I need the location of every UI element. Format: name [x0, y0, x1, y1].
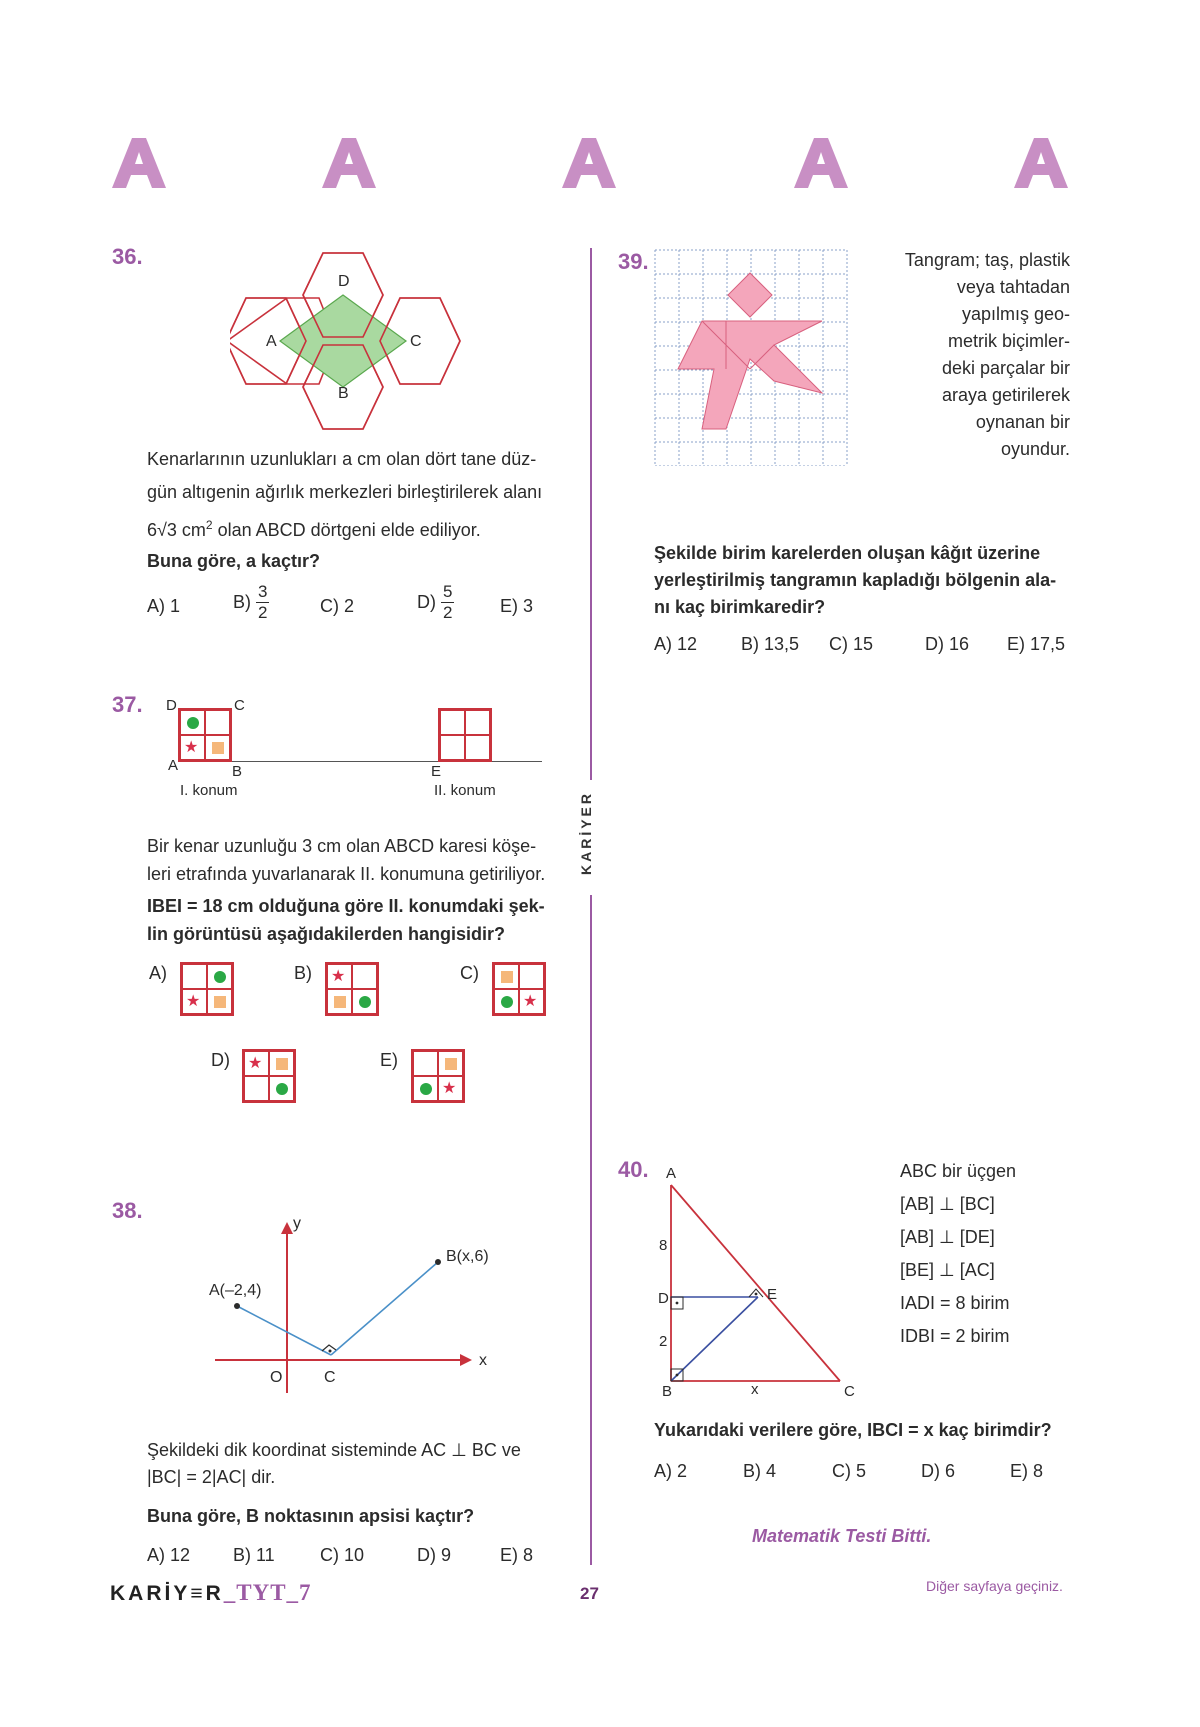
star-icon: ★ [184, 739, 199, 756]
q39-option-a[interactable]: A) 12 [654, 634, 698, 654]
q38-question: Buna göre, B noktasının apsisi kaçtır? [147, 1506, 475, 1526]
q37-option-c-figure[interactable] [492, 962, 546, 1016]
q40-given-list [900, 1155, 1016, 1353]
next-page-notice: Diğer sayfaya geçiniz. [926, 1578, 1063, 1594]
column-divider [590, 248, 592, 780]
orange-square-icon [501, 971, 513, 983]
q39-side-line: oynanan bir [975, 412, 1070, 432]
label-position-2: II. konum [434, 782, 496, 799]
q37-option-b-figure[interactable] [325, 962, 379, 1016]
q37-question-line2: lin görüntüsü aşağıdakilerden hangisidir? [147, 924, 506, 944]
q37-question-line1: IBEI = 18 cm olduğuna göre II. konumdaki şek- [147, 896, 545, 916]
q39-question-line2: yerleştirilmiş tangramın kapladığı bölgenin ala- [654, 570, 1057, 590]
orange-square-icon [276, 1058, 288, 1070]
q40-option-e[interactable]: E) 8 [1010, 1461, 1044, 1481]
green-circle-icon [276, 1083, 288, 1095]
axis-label-x: x [479, 1352, 487, 1369]
q38-option-e[interactable]: E) 8 [500, 1545, 534, 1565]
label-e: E [767, 1286, 778, 1303]
q40-option-d[interactable]: D) 6 [921, 1461, 956, 1481]
header-letter-a [554, 130, 624, 200]
q37-text-line2: leri etrafında yuvarlanarak II. konumuna getiriliyor. [147, 864, 546, 884]
label-c: C [324, 1369, 336, 1386]
q39-side-text [890, 247, 1070, 463]
q38-option-a[interactable]: A) 12 [147, 1545, 191, 1565]
q36-text-line3: 6√3 $cm^2$ olan ABCD dörtgeni elde ediliyor. [147, 518, 481, 540]
header-letter-a [104, 130, 174, 200]
ground-line [232, 761, 542, 762]
label-point-a: A(–2,4) [209, 1282, 262, 1299]
q37-option-e[interactable]: E) [380, 1050, 398, 1070]
header-letter-a [786, 130, 856, 200]
triangle-figure [650, 1158, 870, 1398]
q37-option-b[interactable]: B) [294, 963, 312, 983]
orange-square-icon [334, 996, 346, 1008]
q39-side-line: oyundur. [1000, 439, 1070, 459]
q39-option-b[interactable]: B) 13,5 [741, 634, 800, 654]
q36-option-c[interactable]: C) 2 [320, 596, 355, 616]
q36-text-line1: Kenarlarının uzunlukları a cm olan dört tane düz- [147, 449, 537, 469]
question-number-36: 36. [112, 244, 143, 269]
square-position-2 [438, 708, 492, 762]
q38-option-c[interactable]: C) 10 [320, 1545, 365, 1565]
hexagon-figure [230, 248, 480, 433]
q38-option-b[interactable]: B) 11 [233, 1545, 275, 1565]
label-c: C [844, 1383, 855, 1398]
q37-option-d[interactable]: D) [211, 1050, 230, 1070]
label-length-2: 2 [659, 1333, 668, 1350]
square-position-1 [178, 708, 232, 762]
question-number-38: 38. [112, 1198, 143, 1223]
green-circle-icon [501, 996, 513, 1008]
q37-option-a[interactable]: A) [149, 963, 167, 983]
q40-given-item: ABC bir üçgen [900, 1161, 1017, 1181]
label-a: A [168, 757, 179, 774]
q36-question: Buna göre, a kaçtır? [147, 551, 321, 571]
star-icon: ★ [186, 993, 201, 1010]
q40-option-b[interactable]: B) 4 [743, 1461, 777, 1481]
q38-option-d[interactable]: D) 9 [417, 1545, 452, 1565]
label-c: C [410, 333, 422, 350]
q37-text-line1: Bir kenar uzunluğu 3 cm olan ABCD karesi köşe- [147, 836, 537, 856]
q36-option-d[interactable]: D) $\frac{5}{2}$ [417, 582, 453, 622]
star-icon: ★ [523, 993, 538, 1010]
label-a: A [266, 333, 277, 350]
orange-square-icon [445, 1058, 457, 1070]
orange-square-icon [214, 996, 226, 1008]
label-point-b: B(x,6) [446, 1248, 489, 1265]
label-d: D [658, 1290, 669, 1307]
question-number-40: 40. [618, 1157, 649, 1182]
q40-option-a[interactable]: A) 2 [654, 1461, 688, 1481]
q36-option-a[interactable]: A) 1 [147, 596, 181, 616]
label-b: B [232, 763, 243, 780]
green-circle-icon [359, 996, 371, 1008]
q36-option-e[interactable]: E) 3 [500, 596, 534, 616]
q39-side-line: deki parçalar bir [941, 358, 1070, 378]
star-icon: ★ [248, 1055, 263, 1072]
q39-question-line3: nı kaç birimkaredir? [654, 597, 826, 617]
q40-question: Yukarıdaki verilere göre, IBCI = x kaç birimdir? [654, 1420, 1052, 1440]
label-length-x: x [751, 1381, 759, 1398]
column-divider [590, 895, 592, 1565]
q38-text-line1: Şekildeki dik koordinat sisteminde AC ⊥ BC ve [147, 1440, 521, 1460]
green-circle-icon [214, 971, 226, 983]
label-position-1: I. konum [180, 782, 238, 799]
q39-question-line1: Şekilde birim karelerden oluşan kâğıt üzerine [654, 543, 1041, 563]
label-a: A [666, 1165, 677, 1182]
q39-side-line: Tangram; taş, plastik [904, 250, 1070, 270]
label-b: B [338, 385, 349, 402]
q40-given-item: [AB] ⊥ [BC] [900, 1194, 995, 1214]
header-letter-a [1006, 130, 1076, 200]
star-icon: ★ [331, 968, 346, 985]
page-number: 27 [580, 1584, 599, 1603]
q39-side-line: araya getirilerek [941, 385, 1070, 405]
question-number-39: 39. [618, 249, 649, 274]
q40-given-item: IADI = 8 birim [900, 1293, 1010, 1313]
q40-given-item: [AB] ⊥ [DE] [900, 1227, 995, 1247]
header-letter-a [314, 130, 384, 200]
q39-side-line: yapılmış geo- [961, 304, 1070, 324]
label-c: C [234, 697, 245, 714]
coordinate-figure [200, 1208, 500, 1398]
label-d: D [166, 697, 177, 714]
q37-option-a-figure[interactable] [180, 962, 234, 1016]
q39-option-c[interactable]: C) 15 [829, 634, 874, 654]
q37-option-d-figure[interactable] [242, 1049, 296, 1103]
label-d: D [338, 273, 350, 290]
q37-option-e-figure[interactable] [411, 1049, 465, 1103]
q38-text-line2: |BC| = 2|AC| dir. [147, 1467, 276, 1487]
green-circle-icon [187, 717, 199, 729]
q39-side-line: veya tahtadan [956, 277, 1070, 297]
star-icon: ★ [442, 1080, 457, 1097]
label-origin: O [270, 1369, 283, 1386]
test-end-notice: Matematik Testi Bitti. [752, 1526, 932, 1546]
q36-text-line2: gün altıgenin ağırlık merkezleri birleştirilerek alanı [147, 482, 543, 502]
tangram-figure [654, 249, 848, 466]
axis-label-y: y [293, 1215, 301, 1232]
label-e: E [431, 763, 442, 780]
q39-option-d[interactable]: D) 16 [925, 634, 970, 654]
label-length-8: 8 [659, 1237, 668, 1254]
label-b: B [662, 1383, 673, 1398]
q36-option-b[interactable]: B) $\frac{3}{2}$ [233, 582, 268, 622]
q39-option-e[interactable]: E) 17,5 [1007, 634, 1066, 654]
question-number-37: 37. [112, 692, 143, 717]
q39-side-line: metrik biçimler- [947, 331, 1070, 351]
side-brand: KARİYER [578, 790, 594, 875]
green-circle-icon [420, 1083, 432, 1095]
q37-option-c[interactable]: C) [460, 963, 479, 983]
q40-given-item: IDBI = 2 birim [900, 1326, 1010, 1346]
footer-brand-logo: KARİY≡R_TYT_7 [110, 1580, 312, 1605]
orange-square-icon [212, 742, 224, 754]
q40-given-item: [BE] ⊥ [AC] [900, 1260, 995, 1280]
q40-option-c[interactable]: C) 5 [832, 1461, 867, 1481]
